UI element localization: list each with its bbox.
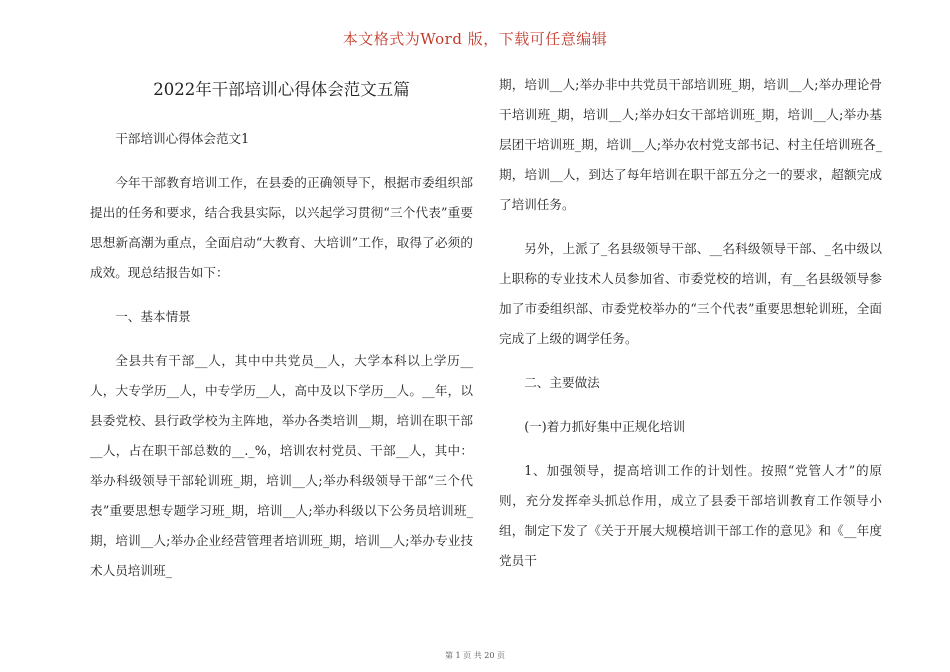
document-title: 2022年干部培训心得体会范文五篇 [153, 80, 410, 99]
right-column [499, 70, 882, 576]
heading-basic-situation: 一、基本情景 [115, 309, 191, 324]
heading-centralized-training: (一)着力抓好集中正规化培训 [524, 419, 686, 434]
page-number-footer: 第 1 页 共 20 页 [445, 651, 505, 660]
continued-paragraph: 期，培训__人;举办非中共党员干部培训班_期，培训__人;举办理论骨干培训班_期，培训__人;举办妇女干部培训班_期，培训__人;举办基层团干培训班_期，培训__人;举办农村党支部书记、村主任培训班各_期，培训__人，到达了每年培训在职干部五分之一的要求，超额完成了培训任务。 [499, 77, 882, 212]
spacer [90, 108, 473, 124]
leadership-paragraph: 1、加强领导，提高培训工作的计划性。按照“党管人才”的原则，充分发挥牵头抓总作用，成立了县委干部培训教育工作领导小组，制定下发了《关于开展大规模培训干部工作的意见》和《__年度党员干 [499, 463, 882, 568]
intro-paragraph: 今年干部教育培训工作，在县委的正确领导下，根据市委组织部提出的任务和要求，结合我县实际，以兴起学习贯彻“三个代表”重要思想新高潮为重点，全面启动“大教育、大培训”工作，取得了必须的成效。现总结报告如下： [90, 175, 473, 280]
heading-main-practices: 二、主要做法 [524, 375, 600, 390]
word-format-banner: 本文格式为Word 版，下载可任意编辑 [342, 30, 608, 48]
left-column [90, 70, 473, 586]
section-subtitle: 干部培训心得体会范文1 [115, 131, 250, 146]
basic-situation-paragraph: 全县共有干部__人，其中中共党员__人，大学本科以上学历__人，大专学历__人，中专学历__人，高中及以下学历__人。__年，以县委党校、县行政学校为主阵地，举办各类培训__期，培训在职干部__人，占在职干部总数的__._%，培训农村党员、干部__人，其中：举办科级领导干部轮训班_期，培训__人;举办科级领导干部“三个代表”重要思想专题学习班_期，培训__人;举办科级以下公务员培训班_期，培训__人;举办企业经营管理者培训班_期，培训__人;举办专业技术人员培训班_ [90, 353, 473, 578]
additional-paragraph: 另外，上派了_名县级领导干部、__名科级领导干部、_名中级以上职称的专业技术人员参加省、市委党校的培训，有__名县级领导参加了市委组织部、市委党校举办的“三个代表”重要思想轮训班，全面完成了上级的调学任务。 [499, 241, 882, 346]
